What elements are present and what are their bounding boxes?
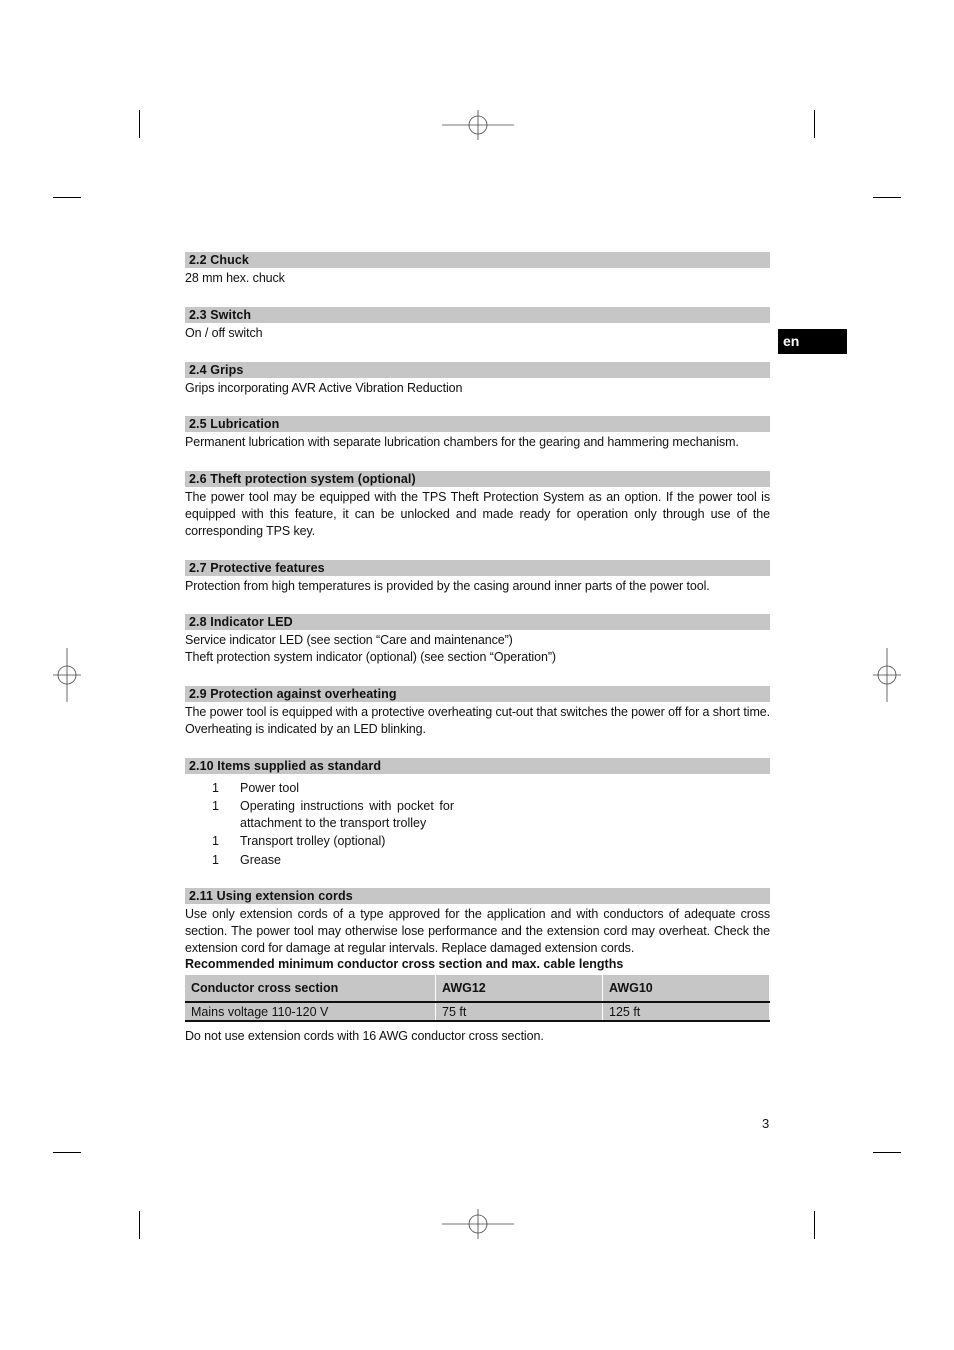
list-qty: 1 [212, 780, 219, 795]
section-heading: 2.11 Using extension cords [185, 888, 770, 904]
extension-cord-table [185, 975, 770, 1022]
section-heading: 2.7 Protective features [185, 560, 770, 576]
section-heading: 2.4 Grips [185, 362, 770, 378]
list-qty: 1 [212, 852, 219, 867]
registration-mark-top [442, 110, 514, 140]
list-qty: 1 [212, 834, 219, 849]
crop-mark [814, 1211, 815, 1239]
crop-mark [873, 1152, 901, 1153]
section-heading: 2.6 Theft protection system (optional) [185, 471, 770, 487]
crop-mark [139, 1211, 140, 1239]
table-cell: 75 ft [436, 1002, 603, 1021]
page-number: 3 [762, 1116, 770, 1131]
table-cell: Mains voltage 110-120 V [185, 1002, 436, 1021]
registration-mark-bottom [442, 1209, 514, 1239]
section-text-line: Theft protection system indicator (optional) (see section “Operation”) [185, 650, 556, 665]
section-text: 28 mm hex. chuck [185, 271, 285, 285]
table-cell: 125 ft [603, 1002, 770, 1021]
crop-mark [53, 197, 81, 198]
section-text: Protection from high temperatures is provided by the casing around inner parts of the power tool. [185, 578, 710, 593]
list-text: Operating instructions with pocket for attachment to the transport trolley [240, 799, 454, 830]
section-note: Do not use extension cords with 16 AWG conductor cross section. [185, 1029, 544, 1044]
table-header-cell: AWG12 [436, 975, 603, 1002]
list-item [185, 833, 770, 850]
section-text: Permanent lubrication with separate lubrication chambers for the gearing and hammering mechanism. [185, 435, 739, 450]
section-text: Use only extension cords of a type approved for the application and with conductors of adequate cross section. The power tool may otherwise lose performance and the extension cord may overheat. Check the extension cord for damage at regular intervals. Replace damaged extension cords. [185, 907, 770, 955]
registration-mark-right [873, 648, 901, 702]
language-tab: en [778, 329, 847, 354]
registration-mark-left [53, 648, 81, 702]
section-text-line: Service indicator LED (see section “Care and maintenance”) [185, 633, 513, 648]
section-heading: 2.3 Switch [185, 307, 770, 323]
list-text: Power tool [240, 780, 300, 795]
crop-mark [139, 110, 140, 138]
section-text: The power tool is equipped with a protective overheating cut-out that switches the power off for a short time. Overheating is indicated by an LED blinking. [185, 704, 770, 736]
table-header-cell: Conductor cross section [185, 975, 436, 1002]
section-heading: 2.5 Lubrication [185, 416, 770, 432]
list-item [185, 798, 770, 831]
list-text: Grease [240, 852, 281, 867]
section-heading: 2.10 Items supplied as standard [185, 758, 770, 774]
list-qty: 1 [212, 799, 219, 814]
crop-mark [814, 110, 815, 138]
section-text: Grips incorporating AVR Active Vibration Reduction [185, 380, 463, 395]
section-heading: 2.8 Indicator LED [185, 614, 770, 630]
list-text: Transport trolley (optional) [240, 834, 386, 849]
document-content [185, 252, 770, 1045]
table-title: Recommended minimum conductor cross section and max. cable lengths [185, 957, 624, 972]
crop-mark [53, 1152, 81, 1153]
section-text: The power tool may be equipped with the TPS Theft Protection System as an option. If the power tool is equipped with this feature, it can be unlocked and made ready for operation only through use of the corresponding TPS key. [185, 490, 770, 538]
section-text: On / off switch [185, 325, 263, 340]
list-item [185, 780, 770, 797]
section-heading: 2.2 Chuck [185, 252, 770, 268]
crop-mark [873, 197, 901, 198]
table-header-cell: AWG10 [603, 975, 770, 1002]
section-heading: 2.9 Protection against overheating [185, 686, 770, 702]
list-item [185, 852, 770, 869]
